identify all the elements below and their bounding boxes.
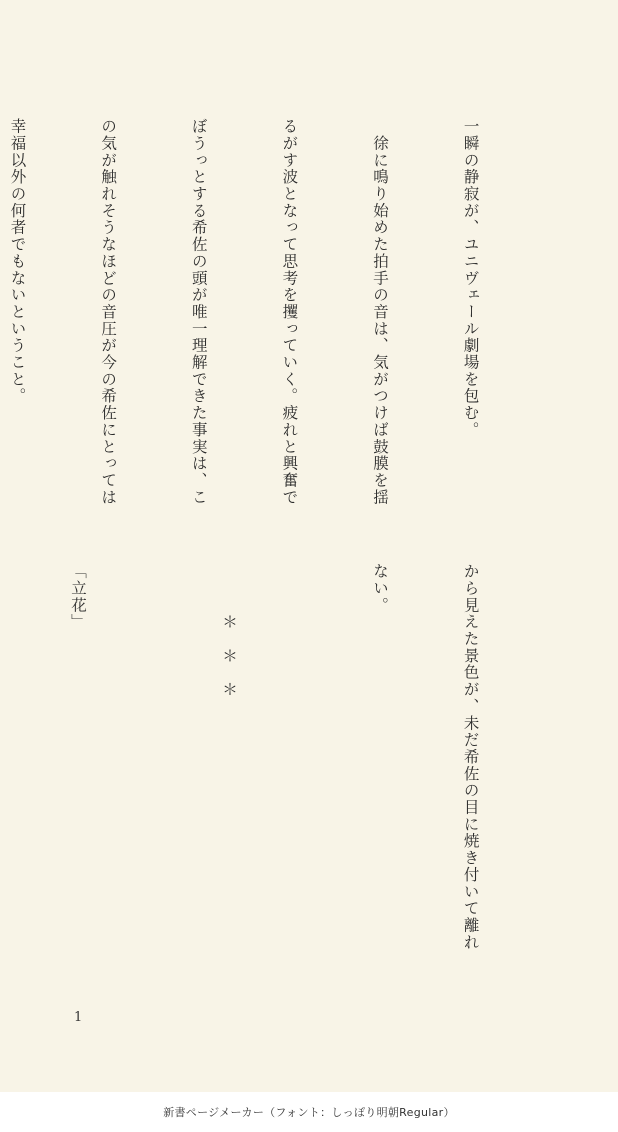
text-block-lower	[0, 563, 546, 988]
scene-break: ＊ ＊ ＊	[219, 563, 238, 698]
text-block-upper	[0, 118, 546, 518]
footer	[0, 1092, 618, 1132]
text-line	[0, 563, 2, 988]
text-line: るがす波となって思考を攫っていく。疲れと興奮で	[280, 118, 299, 506]
text-line: ぼうっとする希佐の頭が唯一理解できた事実は、こ	[189, 118, 208, 506]
text-line: から見えた景色が、未だ希佐の目に焼き付いて離れ	[461, 563, 480, 951]
text-line: ない。	[370, 563, 389, 614]
text-line: 一瞬の静寂が、ユニヴェール劇場を包む。	[461, 118, 480, 439]
footer-credit: 新書ページメーカー（フォント：しっぽり明朝Regular）	[163, 1106, 455, 1119]
text-line: 「立花」	[68, 563, 87, 631]
page-number: 1	[74, 1010, 83, 1025]
text-line: の気が触れそうなほどの音圧が今の希佐にとっては	[99, 118, 118, 506]
text-line: 徐に鳴り始めた拍手の音は、気がつけば鼓膜を揺	[370, 118, 389, 506]
text-line: 幸福以外の何者でもないということ。	[8, 118, 27, 405]
